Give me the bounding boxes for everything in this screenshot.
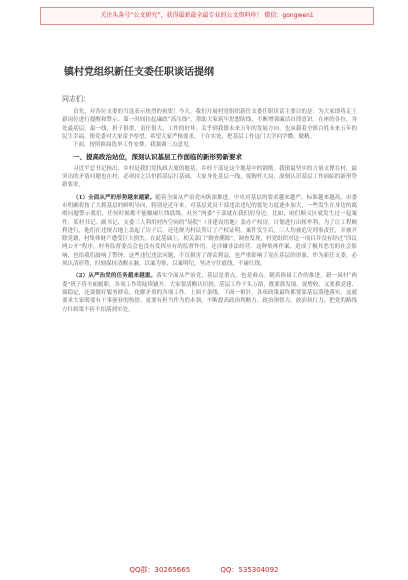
section-paragraph: 习近平总书记指出，乡村是我们党执政大厦的地基，乡村干部是这个地基中的钢筋。我镇最坚实的力量支撑在村，最突出的矛盾问题也在村，必须持之以恒抓基层打基础。大家身处基层一线，要胸怀大局，深刻认识基层工作面临的新形势新要求。 [62,165,357,189]
subsection-text: 随着全面从严治党向纵深推进，中央对基层的要求越来越严，标准越来越高，市委市明确将按了大抓基层的鲜明导向，特别是近年来，对基层党员干部违法违纪的惩处力度逐步加大，一些发生在身边的腐败问题警示我们，任何时候都不能触碰红线底线。社区“两委”干部就在我们的身边。比如，咱们顺义区就发生过一起案件：某村书记、副书记、支委三人利用村内空闲的“场院”（非建设用地）盖办产权房，计划进行出租牟利，为了让工程顺利进行，他们在违规占地上盖起了房子后，还违规为村民签订了产权证明。案件发生后，三人均被追究刑事责任，并被开除党籍，村集体财产遭受巨大损失。在此基础上，相关部门“倒查溯源”，调查发现，村党组织对这一项目并没有经过“四议两公开”程序，村务监督委员会也没有发挥应有的监督作用，还涉嫌非法经营。这种集体作案，造成了极其恶劣的社会影响，也给我们敲响了警钟。这些违纪违法问题，不仅损害了群众利益，也严重影响了党在基层的形象。作为新任支委，必须认清形势，时刻保持清醒头脑，以案为鉴、以案明纪，坚决守住底线，不碰红线。 [62,194,357,268]
intro-paragraph: 首先，对各位支委的当选表示热烈的祝贺！今天，我们开展村党组织新任支委任职谈话主要目的是：为大家即将走上新岗位进行提醒和警示。第一时间拉起廉政“高压线”，帮助大家筑牢思想防线，不断增强廉洁自律意识。在座的各位，身处最基层，最一线，担子很重，责任很大，工作的好坏，关乎到我镇未来五年的发展方向，也承载着全镇百姓未来五年的民生幸福。镇党委对大家寄予厚望，希望大家严格要求，干在实处，把基层工作这门大学问学懂、做精。 [62,109,357,140]
document-title: 镇村党组织新任支委任职谈话提纲 [64,67,214,78]
qq-group: QQ群：30265665 [129,566,191,574]
subsection-heading: （2）从严治党的任务越来越重。 [73,273,157,280]
section-heading: 一、提高政治站位，深刻认识基层工作面临的新形势新要求 [73,153,242,162]
qq-number: QQ：535304092 [220,566,279,574]
document-body [62,108,357,558]
subsection-paragraph [62,194,357,269]
intro-paragraph: 下面，按照换届选举工作安排，我强调三点意见。 [73,142,195,149]
subsection-paragraph [62,272,357,313]
footer-contacts [0,565,408,575]
subsection-heading: （1）全面从严的形势越来越紧。 [73,194,156,201]
salutation: 同志们： [62,95,90,103]
subsection-text: 落实全面从严治党，基层是重点，也是难点。随着换届工作的推进，新一届村“两委”班子将全面履职，各项工作将陆续铺开。大家要清醒认识到，基层工作千头万绪，既要抓发展、促增收，又要抓党建、保稳定，还要做好服务群众、化解矛盾的各项工作。上面千条线，下面一根针，各项政策最终都要靠基层落地落实。这就要求大家既要有干事创业的热情，更要有担当作为的本领，不断提高政治判断力、政治领悟力、政治执行力，把党的路线方针政策不折不扣落到实处。 [62,273,357,313]
promo-banner: 关注头条号“公文研究”，获得最新最全最专业的公文资料库！ 微信：gongwen1 [40,7,374,25]
